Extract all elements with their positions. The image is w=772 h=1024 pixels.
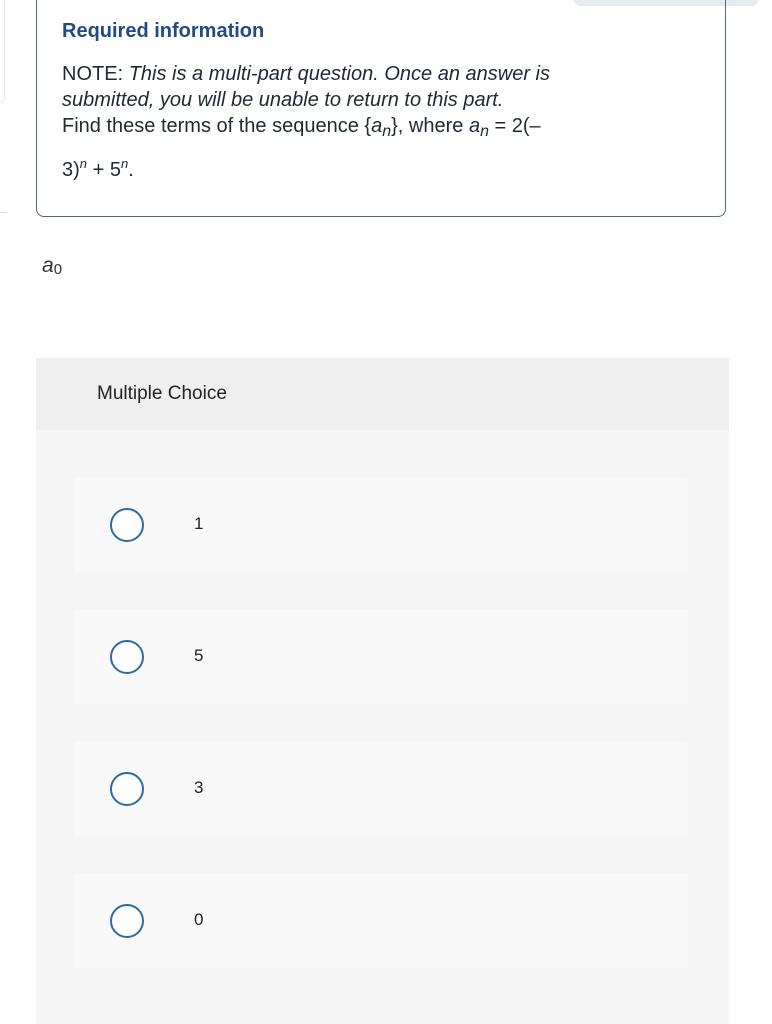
note-italic: This is a multi-part question. Once an answer is submitted, you will be unable to return to this part. — [62, 63, 550, 111]
choice-option-3[interactable] — [74, 741, 688, 836]
term-label — [42, 254, 62, 278]
expr-end: . — [128, 159, 134, 181]
expr-exp1: n — [79, 156, 88, 171]
choice-label: 3 — [194, 778, 204, 797]
expr-part1: 3) — [62, 159, 80, 181]
choice-label: 5 — [194, 646, 204, 665]
radio-button[interactable] — [110, 640, 144, 674]
find-mid: }, where — [391, 115, 469, 137]
expr-plus: + 5 — [87, 159, 121, 181]
expr-lhs-var: a — [468, 115, 481, 137]
required-info-title: Required information — [62, 20, 265, 42]
radio-button[interactable] — [110, 904, 144, 938]
question-text — [62, 61, 632, 183]
multiple-choice-panel — [36, 358, 729, 1024]
choice-option-2[interactable] — [74, 609, 688, 704]
find-text: Find these terms of the sequence { — [62, 115, 372, 137]
choice-label: 1 — [194, 514, 204, 533]
radio-button[interactable] — [110, 508, 144, 542]
multiple-choice-header — [36, 358, 729, 430]
note-prefix: NOTE: — [62, 63, 124, 85]
choice-option-4[interactable] — [74, 873, 688, 968]
term-var: a — [42, 254, 54, 277]
radio-button[interactable] — [110, 772, 144, 806]
choice-option-1[interactable] — [74, 477, 688, 572]
expr-eq: = 2(– — [488, 115, 541, 137]
left-panel-edge — [0, 0, 5, 103]
expr-lhs-sub: n — [480, 123, 489, 140]
seq-var: a — [371, 115, 383, 137]
choice-label: 0 — [194, 910, 204, 929]
term-sub: 0 — [53, 261, 63, 278]
expression-line — [62, 151, 134, 183]
left-divider — [0, 212, 6, 213]
seq-sub: n — [382, 123, 392, 140]
expr-exp2: n — [120, 156, 129, 171]
multiple-choice-label: Multiple Choice — [97, 383, 227, 404]
